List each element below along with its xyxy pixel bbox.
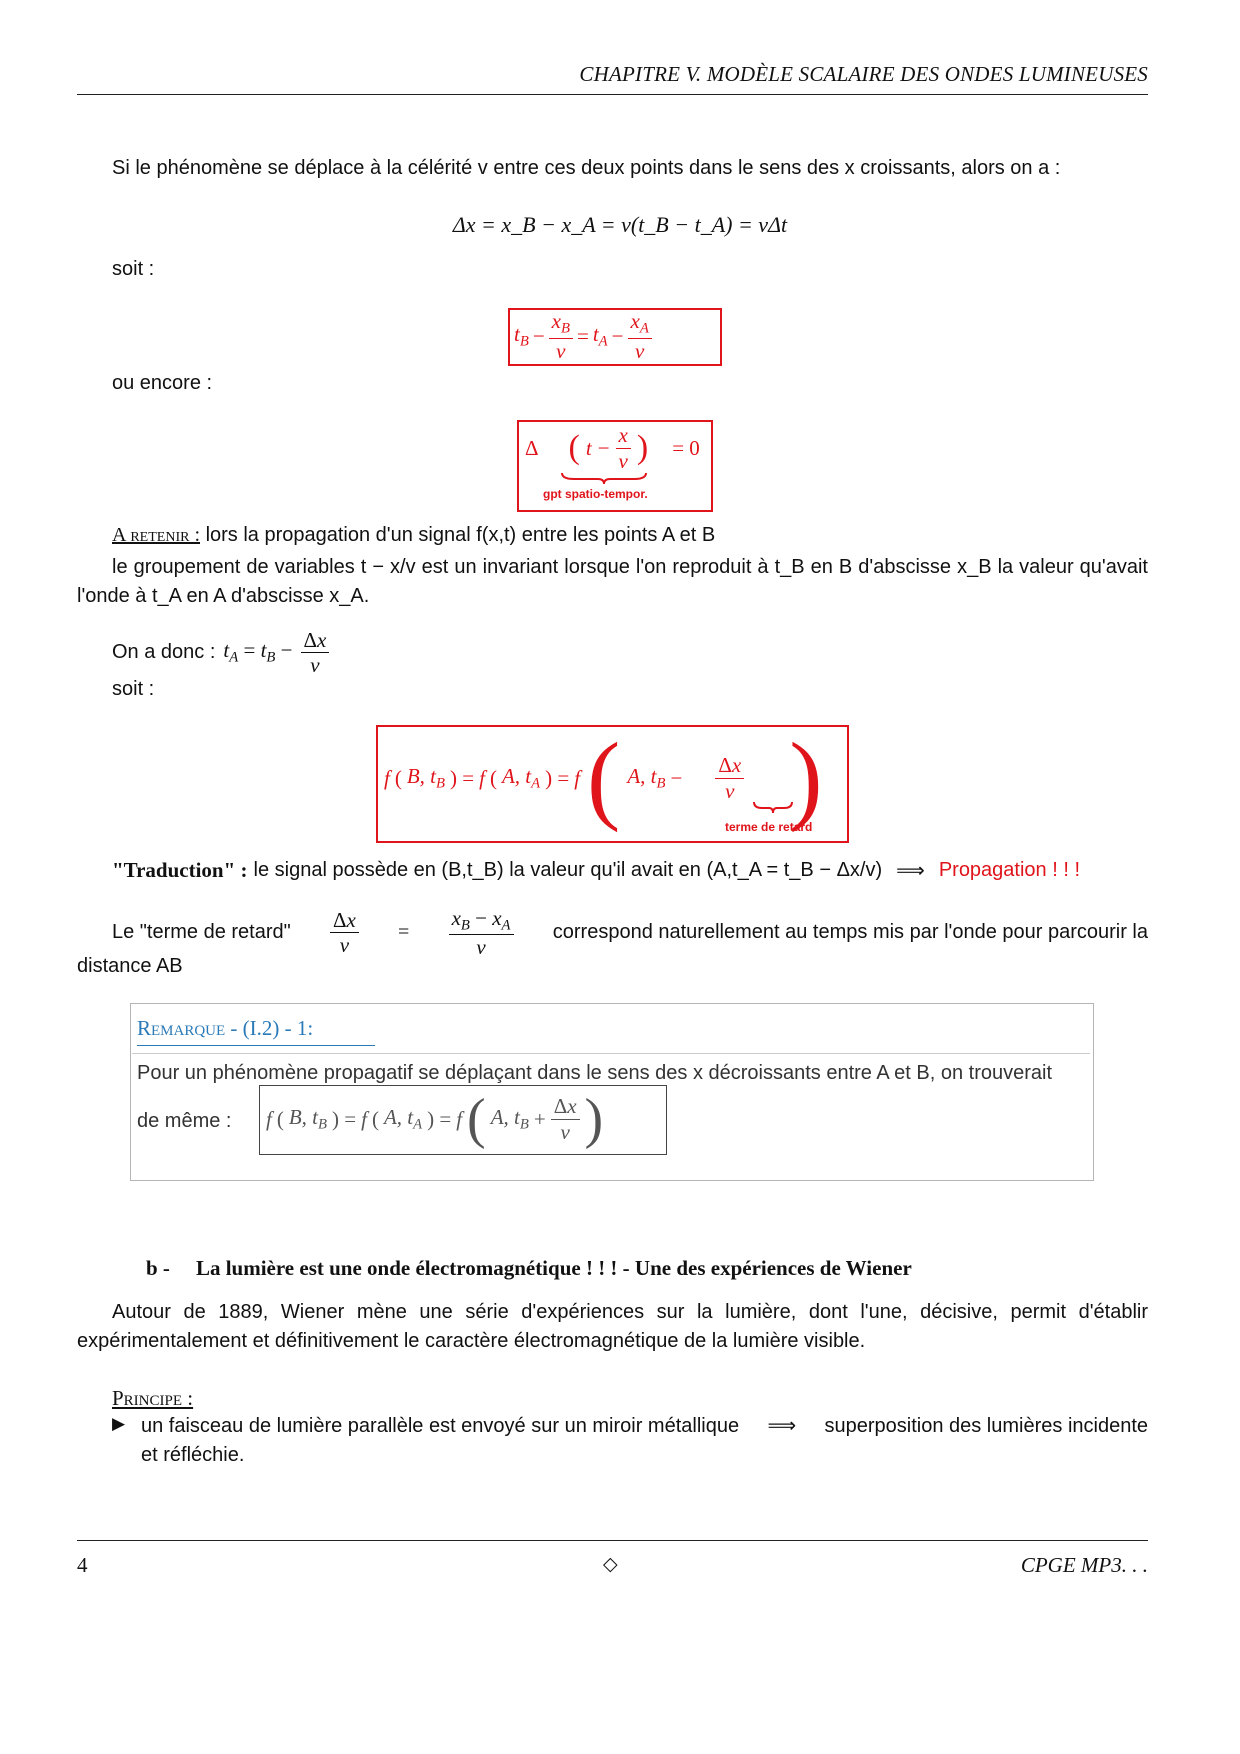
underbrace-2: [752, 800, 794, 814]
retenir-text1: lors la propagation d'un signal f(x,t) entre les points A et B: [205, 524, 716, 546]
ou-encore-label: ou encore :: [112, 372, 213, 394]
retard-suffix: correspond naturellement au temps mis par l'onde pour parcourir la: [552, 921, 1148, 944]
soit-label-2: soit :: [112, 678, 155, 700]
traduction-line: "Traduction" : le signal possède en (B,t_B) la valeur qu'il avait en (A,t_A = t_B − Δx/v) ⟹ Propagation ! ! !: [112, 858, 1081, 882]
section-b-heading: [146, 1256, 912, 1281]
principe-bullet-text-b: superposition des lumières incidente: [824, 1415, 1148, 1437]
principe-bullet-text-a: un faisceau de lumière parallèle est envoyé sur un miroir métallique: [141, 1415, 740, 1437]
on-a-donc-prefix: On a donc :: [112, 641, 216, 664]
intro-text: Si le phénomène se déplace à la célérité v entre ces deux points dans le sens des x croissants, alors on a :: [112, 157, 1061, 179]
remarque-title: Remarque - (I.2) - 1:: [137, 1016, 314, 1040]
brace-label-retard: terme de retard: [725, 820, 813, 834]
principe-bullet-text-c: et réfléchie.: [141, 1444, 245, 1466]
footer-rule: [77, 1540, 1148, 1541]
remarque-demem: de même :: [137, 1110, 232, 1132]
footer-diamond-icon: ◇: [603, 1554, 618, 1575]
intro-paragraph: [112, 157, 1060, 180]
equation-invariant: Δ ( t − $\frac{x}{v}$ ) = 0: [525, 423, 700, 473]
traduction-label: "Traduction" :: [112, 858, 248, 882]
equation-tb: $t_B$ − $\frac{x_B}{v}$ = $t_A$ − $\frac{x_A}{v}$: [514, 309, 652, 363]
page-number: 4: [77, 1553, 88, 1577]
remarque-rule: [132, 1053, 1090, 1054]
wiener-paragraph: Autour de 1889, Wiener mène une série d'expériences sur la lumière, dont l'une, décisive, permit d'établir expérimentalement et définitivement le caractère électromagnétique de la lumière visible.: [77, 1301, 1148, 1352]
propagation-result: Propagation ! ! !: [938, 859, 1081, 881]
retenir-line2: le groupement de variables t − x/v est un invariant lorsque l'on reproduit à t_B en B d'abscisse x_B la valeur qu'avait l'onde à t_A en A d'abscisse x_A.: [77, 556, 1148, 607]
footer-right: CPGE MP3. . .: [1020, 1553, 1148, 1577]
retard-prefix: Le "terme de retard": [112, 921, 291, 944]
retard-line: Le "terme de retard" $\frac{\Delta x}{v}$ = $\frac{x_B - x_A}{v}$ correspond naturellement au temps mis par l'onde pour parcourir la: [112, 906, 1148, 960]
on-a-donc: On a donc : $t_A = t_B$ − $\frac{\Delta x}{v}$: [112, 628, 329, 677]
remarque-title-underline: [137, 1045, 375, 1046]
retenir-line1: [112, 524, 715, 547]
brace-label-spatio: gpt spatio-tempor.: [543, 487, 648, 501]
equation-propagation: f ( B, $t_B$ ) = f ( A, $t_A$ ) = f ( A, $t_B$ − $\frac{\Delta x}{v}$ ): [384, 722, 823, 833]
equation-delta-x: Δx = x_B − x_A = v(t_B − t_A) = vΔt: [452, 212, 788, 237]
principe-label: Principe :: [112, 1386, 194, 1410]
traduction-text: le signal possède en (B,t_B) la valeur qu'il avait en (A,t_A = t_B − Δx/v): [253, 859, 883, 881]
remarque-equation: f ( B, $t_B$ ) = f ( A, $t_A$ ) = f ( A, $t_B$ + $\frac{\Delta x}{v}$ ): [266, 1088, 604, 1150]
running-header: CHAPITRE V. MODÈLE SCALAIRE DES ONDES LUMINEUSES: [579, 62, 1148, 86]
section-b-number: b -: [146, 1256, 170, 1280]
underbrace-1: [560, 471, 648, 485]
retard-line2: distance AB: [77, 955, 183, 977]
header-rule: [77, 94, 1148, 95]
bullet-icon: ▶: [112, 1414, 126, 1433]
soit-label-1: soit :: [112, 258, 155, 280]
section-b-title: La lumière est une onde électromagnétique ! ! ! - Une des expériences de Wiener: [195, 1256, 912, 1280]
remarque-text: Pour un phénomène propagatif se déplaçant dans le sens des x décroissants entre A et B, on trouverait: [137, 1062, 1053, 1084]
retenir-label: A retenir :: [112, 524, 200, 546]
principe-bullet: un faisceau de lumière parallèle est envoyé sur un miroir métallique ⟹ superposition des lumières incidente et réfléchie.: [141, 1412, 1148, 1470]
